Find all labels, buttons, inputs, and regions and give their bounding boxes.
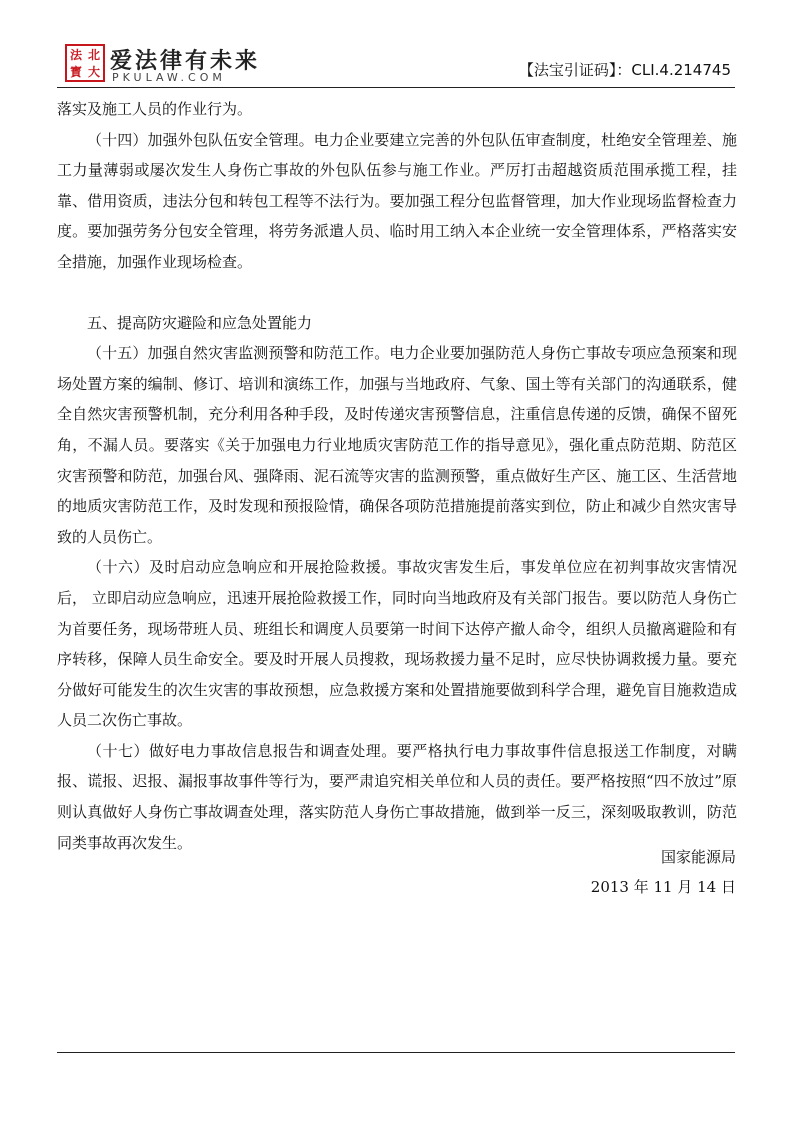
seal-char: 大 xyxy=(87,64,100,79)
footer-divider xyxy=(57,1052,735,1053)
paragraph: （十五）加强自然灾害监测预警和防范工作。电力企业要加强防范人身伤亡事故专项应急预案和现场处置方案的编制、修订、培训和演练工作，加强与当地政府、气象、国土等有关部门的沟通联系，健全自然灾害预警机制，充分利用各种手段，及时传递灾害预警信息，注重信息传递的反馈，确保不留死角，不漏人员。要落实《关于加强电力行业地质灾害防范工作的指导意见》，强化重点防范期、防范区灾害预警和防范，加强台风、强降雨、泥石流等灾害的监测预警，重点做好生产区、施工区、生活营地的地质灾害防范工作，及时发现和预报险情，确保各项防范措施提前落实到位，防止和减少自然灾害导致的人员伤亡。 xyxy=(57,344,737,546)
paragraph: （十四）加强外包队伍安全管理。电力企业要建立完善的外包队伍审查制度，杜绝安全管理差、施工力量薄弱或屡次发生人身伤亡事故的外包队伍参与施工作业。严厉打击超越资质范围承揽工程，挂靠、借用资质，违法分包和转包工程等不法行为。要加强工程分包监督管理，加大作业现场监督检查力度。要加强劳务分包安全管理，将劳务派遣人员、临时用工纳入本企业统一安全管理体系，严格落实安全措施，加强作业现场检查。 xyxy=(57,130,737,271)
seal-char: 寳 xyxy=(69,64,82,79)
paragraph: 落实及施工人员的作业行为。 xyxy=(57,100,253,118)
issue-date: 2013 年 11 月 14 日 xyxy=(590,878,736,896)
citation-code: 【法宝引证码】：CLI.4.214745 xyxy=(518,61,731,79)
paragraph: （十六）及时启动应急响应和开展抢险救援。事故灾害发生后，事发单位应在初判事故灾害情况后， 立即启动应急响应，迅速开展抢险救援工作，同时向当地政府及有关部门报告。要以防范人身伤亡为首要任务，现场带班人员、班组长和调度人员要第一时间下达停产撤人命令，组织人员撤离避险和有序转移，保障人员生命安全。要及时开展人员搜救，现场救援力量不足时，应尽快协调救援力量。要充分做好可能发生的次生灾害的事故预想，应急救援方案和处置措施要做到科学合理，避免盲目施救造成人员二次伤亡事故。 xyxy=(57,558,737,730)
seal-char: 法 xyxy=(69,47,82,62)
logo-slogan: 爱法律有未来 xyxy=(110,48,261,74)
section-heading: 五、提高防灾避险和应急处置能力 xyxy=(87,313,313,332)
document-body xyxy=(57,94,737,858)
paragraph: （十七）做好电力事故信息报告和调查处理。要严格执行电力事故事件信息报送工作制度，对瞒报、谎报、迟报、漏报事故事件等行为，要严肃追究相关单位和人员的责任。要严格按照“四不放过”原则认真做好人身伤亡事故调查处理，落实防范人身伤亡事故措施，做到举一反三，深刻吸取教训，防范同类事故再次发生。 xyxy=(57,741,737,852)
logo-domain: PKULAW.COM xyxy=(112,71,226,84)
issuing-authority: 国家能源局 xyxy=(660,848,736,866)
pkulaw-seal-logo xyxy=(65,44,105,82)
page-header xyxy=(57,40,735,88)
seal-char: 北 xyxy=(87,47,100,62)
